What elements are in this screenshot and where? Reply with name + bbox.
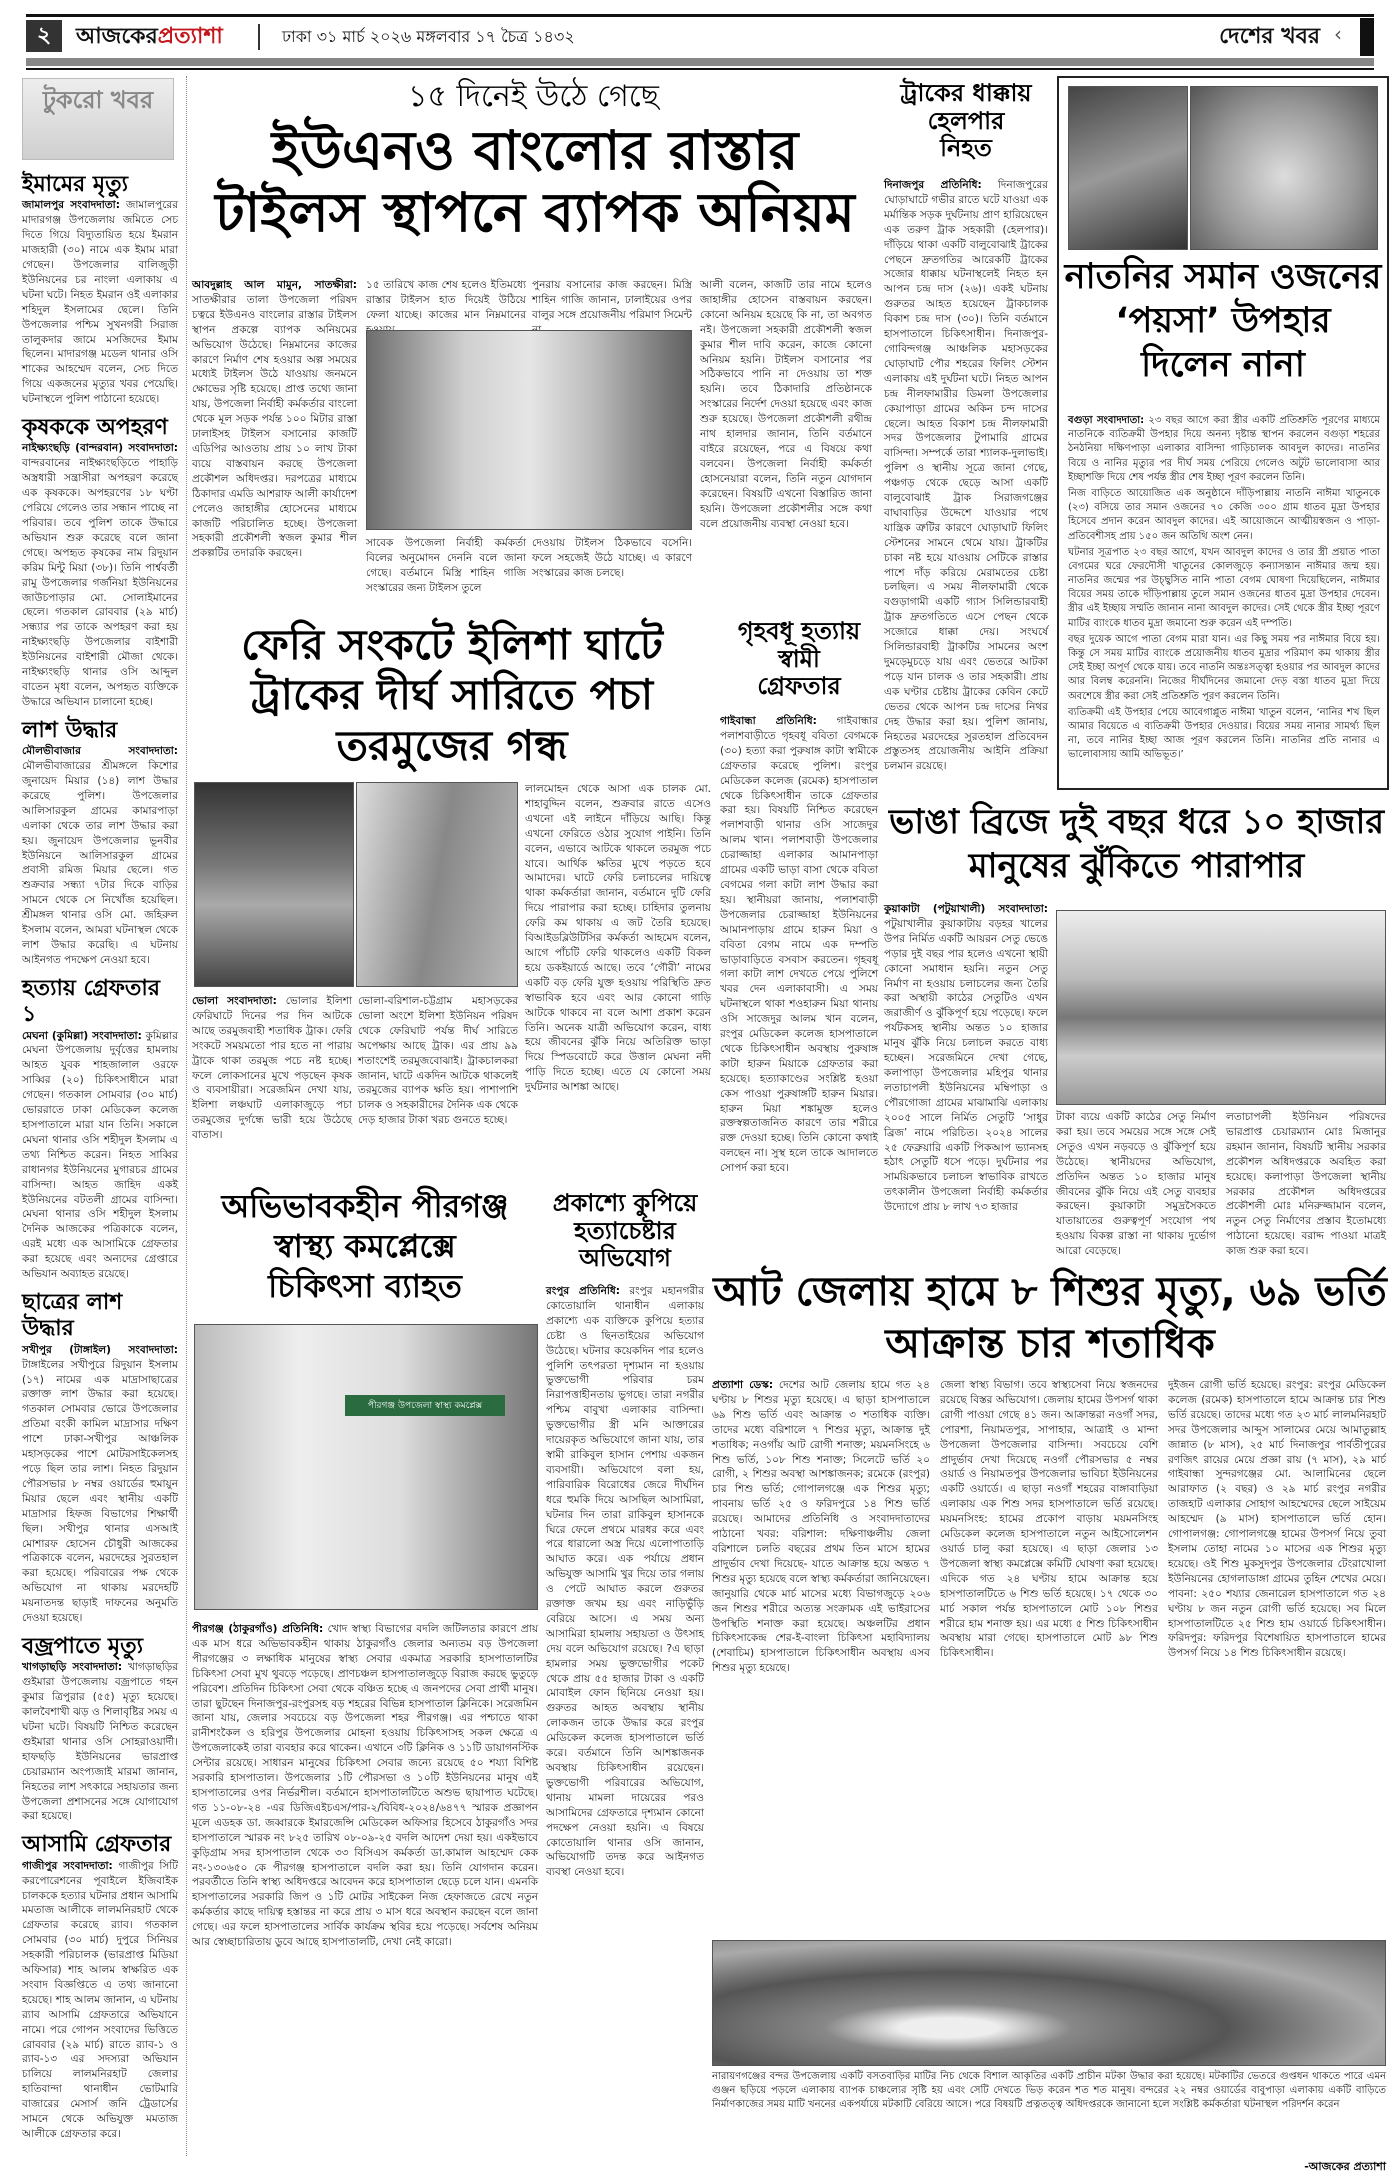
header-rule bbox=[26, 68, 1374, 70]
headline-line: ‘পয়সা’ উপহার bbox=[1115, 300, 1331, 341]
headline-line: স্বাস্থ্য কমপ্লেক্সে bbox=[274, 1227, 456, 1265]
broken-bridge-photo bbox=[1056, 910, 1386, 1105]
wife-murder-headline bbox=[718, 618, 880, 710]
hospital-sign: পীরগঞ্জ উপজেলা স্বাস্থ্য কমপ্লেক্স bbox=[345, 1395, 505, 1416]
story-column: লতাচাপলী ইউনিয়ন পরিষদের ভারপ্রাপ্ত চেয়ারম্যান মোঃ মিজানুর রহমান জানান, বিষয়টি স্থানীয় সরকার প্রকৌশল অধিদপ্তরকে অবহিত করা হয়েছে। কলাপাড়া উপজেলা স্থানীয় সরকার প্রকৌশল অধিদপ্তরের প্রকৌশলী মোঃ মনিরুজ্জামান বলেন, নতুন সেতু নির্মাণের প্রস্তাব ইতোমধ্যে পাঠানো হয়েছে। বরাদ্দ পাওয়া মাত্রই কাজ শুরু করা হবে। bbox=[1226, 1111, 1386, 1258]
headline-line: ভাঙা ব্রিজে দুই বছর ধরে ১০ হাজার bbox=[888, 802, 1385, 842]
byline: আবদুল্লাহ আল মামুন, সাতক্ষীরা: bbox=[192, 279, 357, 291]
paragraph: নিজ বাড়িতে আয়োজিত এক অনুষ্ঠানে দাঁড়িপাল্লায় নাতনি নাঈমা খাতুনকে (২৩) বসিয়ে তার সমান ওজনের ৭০ কেজি ৩০০ গ্রাম ধাতব মুদ্রা উপহার হিসেবে প্রদান করেন আবদুল কাদের। এই আয়োজনে আত্মীয়স্বজন ও পাড়া-প্রতিবেশীসহ প্রায় ১৫০ জন অতিথি অংশ নেন। bbox=[1068, 487, 1380, 542]
byline: ভোলা সংবাদদাতা: bbox=[192, 995, 277, 1007]
byline: সখীপুর (টাঙ্গাইল) সংবাদদাতা: bbox=[22, 1343, 178, 1356]
brief-title: বজ্রপাতে মৃত্যু bbox=[22, 1633, 143, 1659]
issue-date: ঢাকা ৩১ মার্চ ২০২৬ মঙ্গলবার ১৭ চৈত্র ১৪৩২ bbox=[282, 27, 575, 46]
paragraph: ঘটনার সূত্রপাত ২৩ বছর আগে, যখন আবদুল কাদের ও তার স্ত্রী প্রয়াত পাতা বেগমের ঘরে ফেরদৌসী খাতুনের কোলজুড়ে কন্যাসন্তান নাঈমার জন্ম হয়। নাতনির জন্মের পর উচ্ছ্বসিত নানি পাতা বেগম ঘোষণা দিয়েছিলেন, নাঈমার বিয়ের সময় তাকে দাঁড়িপাল্লায় তুলে সমান ওজনের ধাতব মুদ্রা উপহার দেবেন। স্ত্রীর এই ইচ্ছায় সম্মতি জানান নানা আবদুল কাদের। সেই থেকে স্ত্রীর ইচ্ছা পূরণে মাটির ব্যাংকে ধাতব মুদ্রা জমানো শুরু করেন এই দম্পতি। bbox=[1068, 546, 1380, 629]
news-briefs bbox=[22, 164, 178, 2160]
story-text: গাইবান্ধার পলাশবাড়ীতে গৃহবধূ ববিতা বেগমকে (৩০) হত্যা করা পুরুষাঙ্গ কাটা স্বামীকে গ্রেফতার করেছে পুলিশ। রংপুর মেডিকেল কলেজ (রমেক) হাসপাতাল থেকে চিকিৎসাধীন তাকে গ্রেফতার করা হয়। বিষয়টি নিশ্চিত করেছেন পলাশবাড়ী থানার ওসি সাজেদুর আলম খান। পলাশবাড়ী উপজেলার চেরাজ্জাহা এলাকার আমানপাড়া গ্রামের একটি ভাড়া বাসা থেকে ববিতা বেগমের গলা কাটা লাশ উদ্ধার করা হয়। স্থানীয়রা জানায়, পলাশবাড়ী উপজেলার চেরাজ্জাহা ইউনিয়নের আমানপাড়ায় গ্রামে হারুন মিয়া ও ববিতা বেগম নামে এক দম্পতি ভাড়াবাড়িতে বসবাস করতেন। গৃহবধূ গলা কাটা লাশ দেখতে পেয়ে পুলিশে খবর দেন এলাকাবাসী। এ সময় ঘটনাস্থলে থাকা শওহারুন মিয়া থানায় ওসি সাজেদুর আলম খান বলেন, রংপুর মেডিকেল কলেজ হাসপাতালে থেকে চিকিৎসাধীন অবস্থায় পুরুষাঙ্গ কাটা হারুন মিয়াকে গ্রেফতার করা হয়েছে। হত্যাকাণ্ডের সংশ্লিষ্ট হওয়া কেস পাওয়া পুরুষাঙ্গটি হারুন মিয়ার। হারুন মিয়া শঙ্কামুক্ত হলেও রক্তস্বল্পতাজনিত কারণে তার শরীরে রক্ত দেওয়া হচ্ছে। তিনি কোনো কথাই বলছেন না। সুস্থ হলে তাকে আদালতে সোপর্দ করা হবে। bbox=[720, 715, 879, 1175]
lead-headline: ইউএনও বাংলোর রাস্তার টাইলস স্থাপনে ব্যাপক অনিয়ম bbox=[215, 119, 855, 245]
photo-caption: নারায়ণগঞ্জের বন্দর উপজেলায় একটি বসতবাড়ির মাটির নিচ থেকে বিশাল আকৃতির একটি প্রাচীন মটকা উদ্ধার করা হয়েছে। মটকাটির ভেতরে গুপ্তধন থাকতে পারে এমন গুঞ্জন ছড়িয়ে পড়লে এলাকায় ব্যাপক চাঞ্চল্যের সৃষ্টি হয় এবং সেটি দেখতে ভিড় করেন শত শত মানুষ। বন্দরের ২২ নম্বর ওয়ার্ডের বাবুপাড়া এলাকায় একটি বাড়িতে নির্মাণকাজের সময় মাটি খননের একপর্যায়ে মটকাটি বেরিয়ে আসে। পরে বিষয়টি প্রত্নতত্ত্ব অধিদপ্তরকে জানানো হলে সংশ্লিষ্ট কর্মকর্তারা ঘটনাস্থল পরিদর্শন করেন bbox=[712, 2071, 1386, 2111]
byline: কুয়াকাটা (পটুয়াখালী) সংবাদদাতা: bbox=[884, 903, 1048, 915]
hospital-story bbox=[192, 1622, 538, 2142]
story-text: দেশের আট জেলায় হামে গত ২৪ ঘণ্টায় ৮ শিশুর মৃত্যু হয়েছে। এ ছাড়া হাসপাতালে ৬৯ শিশু ভর্তি এবং আক্রান্ত ৩ শতাধিক ব্যক্তি। তাদের মধ্যে বরিশালে ৭ শিশুর মৃত্যু, আক্রান্ত দুই শতাধিক; নওগাঁয় আট রোগী শনাক্ত; ময়মনসিংহে ৬ শিশু ভর্তি, ১০৮ শিশু শনাক্ত; সিলেটে ভর্তি ২০ রোগী, ২ শিশুর অবস্থা আশঙ্কাজনক; রমেকে (রংপুর) চার শিশু ভর্তি; গোপালগঞ্জে এক শিশুর মৃত্যু; পাবনায় ভর্তি ২৫ ও ফরিদপুরে ১৪ শিশু ভর্তি রয়েছে। আমাদের প্রতিনিধি ও সংবাদদাতাদের পাঠানো খবর: বরিশাল: দক্ষিণাঞ্চলীয় জেলা বরিশালে চলতি বছরের প্রথম তিন মাসে হামের প্রাদুর্ভাব দেখা দিয়েছে- যাতে আক্রান্ত হয়ে অন্তত ৭ শিশুর মৃত্যু হয়েছে বলে স্বাস্থ্য কর্মকর্তারা জানিয়েছেন। জানুয়ারি থেকে মার্চ মাসের মধ্যে বিভাগজুড়ে ২০৬ জন শিশুর শরীরে অত্যন্ত সংক্রামক এই ভাইরাসের উপস্থিতি শনাক্ত করা হয়েছে। অঞ্চলটির প্রধান চিকিৎসাকেন্দ্র শের-ই-বাংলা চিকিৎসা মহাবিদ্যালয় (শেবাচিম) হাসপাতালে চিকিৎসাধীন অবস্থায় এসব শিশুর মৃত্যু হয়েছে। bbox=[712, 1379, 930, 1675]
byline: পীরগঞ্জ (ঠাকুরগাঁও) প্রতিনিধি: bbox=[192, 1623, 324, 1635]
brief bbox=[22, 1634, 178, 1824]
story-column: ১৫ তারিখে কাজ শেষ হলেও ইতিমধ্যে রাস্তার টাইলস হাত দিয়েই উঠিয়ে ফেলা যাচ্ছে। কাজের মান নিম্নমানের bbox=[366, 279, 526, 321]
headline-line: হেলপার bbox=[927, 106, 1005, 135]
divider bbox=[258, 24, 260, 50]
story-text: দিনাজপুরের ঘোড়াঘাটে গভীর রাতে ঘটে যাওয়া এক মর্মান্তিক সড়ক দুর্ঘটনায় প্রাণ হারিয়েছেন এক তরুণ ট্রাক সহকারী (হেলপার)। দাঁড়িয়ে থাকা একটি বালুবোঝাই ট্রাকের পেছনে দ্রুতগতির আরেকটি ট্রাকের সজোর ধাক্কায় ঘটনাস্থলেই নিহত হন আপন চন্দ্র দাস (২৬)। একই ঘটনায় গুরুতর আহত হয়েছেন ট্রাকচালক বিকাশ চন্দ্র দাস (৩০)। তিনি বর্তমানে হাসপাতালে চিকিৎসাধীন। দিনাজপুর-গোবিন্দগঞ্জ আঞ্চলিক মহাসড়কের ঘোড়াঘাট পৌর শহরের ফিলিং স্টেশন এলাকায় এই দুর্ঘটনা ঘটে। নিহত আপন চন্দ্র নীলফামারীর ডিমলা উপজেলার কেয়াপাড়া গ্রামের অকিন চন্দ দাসের ছেলে। আহত বিকাশ চন্দ্র নীলফামারী সদর উপজেলার টুপামারি গ্রামের বাসিন্দা। সম্পর্কে তারা শ্যালক-দুলাভাই। পুলিশ ও স্থানীয় সূত্রে জানা গেছে, পঞ্চগড় থেকে ছেড়ে আসা একটি বালুবোঝাই ট্রাক সিরাজগঞ্জের বাঘাবাড়ির উদ্দেশে যাওয়ার পথে যান্ত্রিক ত্রুটির কারণে ঘোড়াঘাট ফিলিং স্টেশনের সামনে থেমে যায়। ট্রাকটির চাকা নষ্ট হয়ে যাওয়ায় সেটিকে রাস্তার পাশে দাঁড় করিয়ে মেরামতের চেষ্টা চলছিল। এ সময় নীলফামারী থেকে বগুড়াগামী একটি গ্যাস সিলিন্ডারবাহী ট্রাক দ্রুতগতিতে এসে পেছন থেকে সজোরে ধাক্কা দেয়। সংঘর্ষে সিলিন্ডারবাহী ট্রাকটির সামনের অংশ দুমড়েমুচড়ে যায় এবং ভেতরে আটকা পড়ে যান চালক ও তার সহকারী। প্রায় এক ঘণ্টার চেষ্টায় ট্রাকের কেবিন কেটে ভেতর থেকে আপন চন্দ্র দাসের নিথর দেহ উদ্ধার করা হয়। পুলিশ জানায়, নিহতের মরদেহের সুরতহাল প্রতিবেদন প্রস্তুতসহ প্রয়োজনীয় আইনি প্রক্রিয়া চলমান রয়েছে। bbox=[884, 179, 1048, 773]
section-marker bbox=[1360, 18, 1374, 56]
hospital-photo bbox=[194, 1324, 538, 1610]
story-column: দুইজন রোগী ভর্তি হয়েছে। রংপুর: রংপুর মেডিকেল কলেজ (রমেক) হাসপাতালে হামে আক্রান্ত চার শিশু ভর্তি রয়েছে। তাদের মধ্যে গত ২৩ মার্চ লালমনিরহাট সদর উপজেলার আব্দুস সালামের মেয়ে আমাতুল্লাহ জান্নাত (৮ মাস), ২৫ মার্চ দিনাজপুর পার্বতীপুরের রণজিৎ রায়ের মেয়ে প্রজ্ঞা রায় (৭ মাস), ২৯ মার্চ গাইবান্ধা সুন্দরগঞ্জের মো. আলামিনের ছেলে আরাফাত (২ বছর) ও ২৯ মার্চ রংপুর নগরীর তাজহাট এলাকার সোহাগ আহম্মেদের ছেলে সাইয়েম আহম্মেদ (৯ মাস) হাসপাতালে ভর্তি হোন। গোপালগঞ্জ: গোপালগঞ্জে হামের উপসর্গ নিয়ে তুবা ইসলাম তোহা নামের ১০ মাসের এক শিশুর মৃত্যু হয়েছে। ওই শিশু মুকসুদপুর উপজেলার টেংরাখোলা ইউনিয়নের হোগলাডাঙ্গা গ্রামের তুহিন শেখের মেয়ে। পাবনা: ২৫০ শয্যার জেনারেল হাসপাতালে গত ২৪ ঘণ্টায় ৮ জন নতুন রোগী ভর্তি হয়েছে। সব মিলে হাসপাতালটিতে ২৫ শিশু হাম ওয়ার্ডে চিকিৎসাধীন। ফরিদপুর: ফরিদপুর বিশেষায়িত হাসপাতালে হামের উপসর্গ নিয়ে ১৪ শিশু চিকিৎসাধীন রয়েছে। bbox=[1168, 1379, 1386, 1660]
byline: গাইবান্ধা প্রতিনিধি: bbox=[720, 715, 817, 727]
measles-headline bbox=[712, 1266, 1388, 1372]
brief-text: মৌলভীবাজারের শ্রীমঙ্গলে কিশোর জুনায়েদ মিয়ার (১৪) লাশ উদ্ধার করেছে পুলিশ। উপজেলার আলিসারকুল গ্রামের কামারপাড়া এলাকা থেকে তার লাশ উদ্ধার করা হয়। জুনায়েদ উপজেলার ভূনবীর ইউনিয়নে আলিসারকুল গ্রামের প্রবাসী রমিজ মিয়ার ছেলে। গত শুক্রবার সন্ধ্যা ৭টার দিকে বাড়ির সামনে থেকে সে নিখোঁজ হয়েছিল। শ্রীমঙ্গল থানার ওসি মো. জহিরুল ইসলাম বলেন, আমরা ঘটনাস্থল থেকে লাশ উদ্ধার করেছি। এ ঘটনায় আইনগত পদক্ষেপ নেওয়া হবে। bbox=[22, 760, 178, 966]
byline: দিনাজপুর প্রতিনিধি: bbox=[884, 179, 982, 191]
brief-text: জামালপুরের মাদারগঞ্জ উপজেলায় জমিতে সেচ দিতে গিয়ে বিদ্যুতায়িত হয়ে ইমরান মাজহারী (৩০) নামে এক ইমাম মারা গেছেন। উপজেলার বালিজুড়ী ইউনিয়নের চর নাংলা এলাকায় এ ঘটনা ঘটে। নিহত ইমরান ওই এলাকার শহিদুল ইসলামের ছেলে। তিনি উপজেলার পশ্চিম সুখনগরী সিরাজ তালুকদার জামে মসজিদের ইমাম ছিলেন। মাদারগঞ্জ মডেল থানার ওসি শাকের আহম্মেদ বলেন, সেচ দিতে গিয়ে একজনের মৃত্যুর খবর পেয়েছি। ঘটনাস্থলে পুলিশ পাঠানো হয়েছে। bbox=[22, 199, 178, 406]
headline-line: নাতনির সমান ওজনের bbox=[1064, 257, 1382, 297]
headline-line: মানুষের ঝুঁকিতে পারাপার bbox=[968, 846, 1305, 887]
headline-line: আট জেলায় হামে ৮ শিশুর মৃত্যু, ৬৯ ভর্তি bbox=[713, 1269, 1387, 1315]
stabbing-headline bbox=[544, 1190, 706, 1280]
story-text: ভোলার ইলিশা ফেরিঘাটে দিনের পর দিন আটকে আছে তরমুজবাহী শতাধিক ট্রাক। ফেরি সংকটে সময়মতো পার হতে না পারায় ট্রাকে থাকা তরমুজ পচে নষ্ট হচ্ছে। ফলে লোকসানের মুখে পড়ছেন কৃষক ও ব্যবসায়ীরা। সরেজমিন দেখা যায়, ইলিশা লঞ্চঘাট এলাকাজুড়ে পচা তরমুজের দুর্গন্ধে ভারী হয়ে উঠেছে বাতাস। bbox=[192, 995, 352, 1142]
story-column bbox=[192, 278, 357, 596]
coins-story bbox=[1068, 414, 1380, 784]
masthead-logo bbox=[76, 18, 246, 56]
header-band bbox=[26, 58, 1374, 66]
headline-line: তরমুজের গন্ধ bbox=[336, 720, 568, 770]
brief-title: ইমামের মৃত্যু bbox=[22, 172, 128, 197]
stabbing-story bbox=[546, 1284, 704, 2142]
story-column: আলী বলেন, কাজটি তার নামে হলেও জাহাঙ্গীর হোসেন বাস্তবায়ন করছেন। কোনো অনিয়ম হয়েছে কি না, তা অবগত নই। উপজেলা সহকারী প্রকৌশলী স্বজল কুমার শীল দাবি করেন, কাজে কোনো অনিয়ম হয়নি। টাইলস বসানোর পর সঠিকভাবে পানি না দেওয়ায় তা শক্ত হয়নি। তবে ঠিকাদারি প্রতিষ্ঠানকে সংস্কারের নির্দেশ দেওয়া হয়েছে এবং কাজ শুরু হয়েছে। উপজেলা প্রকৌশলী রথীন্দ্র নাথ হালদার জানান, তিনি বর্তমানে বাইরে রয়েছেন, পরে এ বিষয়ে কথা বলবেন। উপজেলা নির্বাহী কর্মকর্তা হোসনেয়ারা বলেন, তিনি নতুন যোগদান করেছেন। বিষয়টি এখনো বিস্তারিত জানা হয়নি। উপজেলা প্রকৌশলীর সঙ্গে কথা বলে প্রয়োজনীয় ব্যবস্থা নেওয়া হবে। bbox=[700, 279, 872, 530]
story-column: পুনরায় বসানোর কাজ করছেন। মিস্ত্রি শাহিন গাজি জানান, ঢালাইয়ের ওপর বালুর সঙ্গে প্রয়োজনীয় পরিমাণ সিমেন্ট bbox=[532, 279, 692, 321]
story-column bbox=[884, 902, 1048, 1214]
byline: মৌলভীবাজার সংবাদদাতা: bbox=[22, 745, 178, 758]
truck-story bbox=[884, 178, 1048, 796]
brief-text: বান্দরবানের নাইক্ষ্যংছড়িতে পাহাড়ি অস্ত্রধারী সন্ত্রাসীরা অপহরণ করেছে এক কৃষককে। অপহরণের ১৮ ঘণ্টা পেরিয়ে গেলেও তার সন্ধান পাচ্ছে না পরিবার। তবে পুলিশ তাকে উদ্ধারে অভিযান শুরু করেছে বলে জানা গেছে। অপহৃত কৃষকের নাম রিদুয়ান করিম মিন্টু মিয়া (৩৮)। তিনি পার্শ্ববর্তী রামু উপজেলার গর্জনিয়া ইউনিয়নের জাউচপাড়ার মো. সোলাইমানের ছেলে। গতকাল রোববার (২৯ মার্চ) সন্ধ্যার পর তাকে অপহরণ করা হয় নাইক্ষ্যংছড়ি উপজেলার বাইশারী ইউনিয়নের বাইশারী মৌজা থেকে। নাইক্ষ্যংছড়ি থানার ওসি আব্দুল বাতেন মৃধা বলেন, অপহৃত ব্যক্তিকে উদ্ধারে অভিযান চালানো হচ্ছে। bbox=[22, 457, 178, 708]
headline-line: স্বামী bbox=[778, 644, 820, 673]
headline-line: ফেরি সংকটে ইলিশা ঘাটে bbox=[241, 620, 663, 669]
byline: বগুড়া সংবাদদাতা: bbox=[1068, 415, 1145, 426]
paragraph: ২৩ বছর আগে করা স্ত্রীর একটি প্রতিশ্রুতি পূরণের মাধ্যমে নাতনিকে ব্যতিক্রমী উপহার দিয়ে অনন্য দৃষ্টান্ত স্থাপন করলেন বগুড়া শহরের ঠনঠনিয়া দক্ষিণপাড়া এলাকার বাসিন্দা গাড়িচালক আবদুল কাদের। নাতনির বিয়ে ও নানির মৃত্যুর পর দীর্ঘ সময় পেরিয়ে গেলেও অটুট ভালোবাসা আর ইচ্ছাশক্তি দিয়ে শেষ পর্যন্ত স্ত্রীর শেষ ইচ্ছা পূরণ করলেন তিনি। bbox=[1068, 415, 1380, 483]
chevron-left-icon: ‹ bbox=[1334, 22, 1342, 46]
headline-line: অভিভাবকহীন পীরগঞ্জ bbox=[221, 1187, 509, 1225]
story-text: রংপুর মহানগরীর কোতোয়ালি থানাধীন এলাকায় প্রকাশ্যে এক ব্যক্তিকে কুপিয়ে হত্যার চেষ্টা ও ছিনতাইয়ের অভিযোগ উঠেছে। ঘটনার কয়েকদিন পার হলেও পুলিশি তৎপরতা দৃশ্যমান না হওয়ায় ভুক্তভোগী পরিবার চরম নিরাপত্তাহীনতায় ভুগছে। তারা নগরীর পশ্চিম বাবুখা এলাকার বাসিন্দা। ভুক্তভোগীর স্ত্রী মনি আক্তারের দায়েরকৃত অভিযোগে জানা যায়, তার স্বামী রাকিবুল হাসান পেশায় একজন ব্যবসায়ী। অভিযোগে বলা হয়, পারিবারিক বিরোধের জেরে দীর্ঘদিন ধরে হুমকি দিয়ে আসছিল আসামিরা, ঘটনার দিন তারা রাকিবুল হাসানকে ঘিরে ফেলে প্রথমে মারধর করে এবং পরে ধারালো অস্ত্র দিয়ে এলোপাতাড়ি আঘাত করে। এক পর্যায়ে প্রধান অভিযুক্ত আসামি খুর দিয়ে তার গলায় ও পেটে আঘাত করলে গুরুতর রক্তাক্ত জখম হয় এবং নাড়িভুঁড়ি বেরিয়ে আসে। এ সময় অন্য আসামিরা হামলায় সহায়তা ও উৎসাহ দেয় বলে অভিযোগ রয়েছে। ?এ ছাড়া হামলার সময় ভুক্তভোগীর পকেট থেকে প্রায় ৫৫ হাজার টাকা ও একটি মোবাইল ফোন ছিনিয়ে নেওয়া হয়। গুরুতর আহত অবস্থায় স্থানীয় লোকজন তাকে উদ্ধার করে রংপুর মেডিকেল কলেজ হাসপাতালে ভর্তি করে। বর্তমানে তিনি আশঙ্কাজনক অবস্থায় চিকিৎসাধীন রয়েছেন। ভুক্তভোগী পরিবারের অভিযোগ, থানায় মামলা দায়েরের পরও আসামিদের গ্রেফতারে দৃশ্যমান কোনো পদক্ষেপ নেওয়া হয়নি। এ বিষয়ে কোতোয়ালি থানার ওসি জানান, অভিযোগটি তদন্ত করে আইনগত ব্যবস্থা নেওয়া হবে। bbox=[546, 1285, 705, 1879]
brief-text: গাজীপুর সিটি করপোরেশনের পূবাইলে ইজিবাইক চালককে হত্যার ঘটনার প্রধান আসামি মমতাজ আলীকে লালমনিরহাট থেকে গ্রেফতার করেছে র‍্যাব। গতকাল সোমবার (৩০ মার্চ) দুপুরে সিনিয়র সহকারী পরিচালক (ভারপ্রাপ্ত মিডিয়া অফিসার) শাহ আলম স্বাক্ষরিত এক সংবাদ বিজ্ঞপ্তিতে এ তথ্য জানানো হয়েছে। শাহ আলম জানান, এ ঘটনায় র‍্যাব আসামি গ্রেফতারে অভিযানে নামে। পরে গোপন সংবাদের ভিত্তিতে রোববার (২৯ মার্চ) রাতে র‍্যাব-১ ও র‍্যাব-১৩ এর সদস্যরা অভিযান চালিয়ে লালমনিরহাট জেলার হাতিবান্দা থানাধীন ভোটমারি বাজারের মেসার্স জনি ট্রেডার্সের সামনে থেকে অভিযুক্ত মমতাজ আলীকে গ্রেফতার করে। bbox=[22, 1859, 178, 2141]
headline-line: অভিযোগ bbox=[579, 1244, 671, 1273]
brief-title: হত্যায় গ্রেফতার ১ bbox=[22, 975, 160, 1028]
headline-line: নিহত bbox=[940, 134, 992, 163]
coins-headline bbox=[1062, 256, 1384, 410]
story-column bbox=[712, 1378, 930, 1932]
headline-line: দিলেন নানা bbox=[1141, 344, 1305, 385]
kicker: ১৫ দিনেই উঠে গেছে bbox=[408, 79, 659, 114]
hospital-headline bbox=[192, 1186, 538, 1318]
story-column: সাবেক উপজেলা নির্বাহী কর্মকর্তা বিলের অনুমোদন দেননি বলে জানা গেছে। বর্তমানে মিস্ত্রি শাহিন গাজি সংস্কারের জন্য টাইলস তুলে bbox=[366, 537, 526, 594]
headline-line: আক্রান্ত চার শতাধিক bbox=[885, 1321, 1215, 1367]
byline: প্রত্যাশা ডেস্ক: bbox=[712, 1379, 774, 1391]
truck-headline bbox=[882, 80, 1050, 174]
brief bbox=[22, 415, 178, 710]
headline-line: হত্যাচেষ্টার bbox=[574, 1216, 676, 1245]
story-text: খোদ স্বাস্থ্য বিভাগের বদলি জটিলতার কারণে প্রায় এক মাস ধরে অভিভাবকহীন থাকায় ঠাকুরগাঁও জেলার অন্যতম বড় উপজেলা পীরগঞ্জের ৩ লক্ষাধিক মানুষের স্বাস্থ্য সেবার একমাত্র সরকারি হাসপাতালটির চিকিৎসা সেবা মুখ থুবড়ে পড়েছে। প্রাণচঞ্চল হাসপাতালজুড়ে বিরাজ করছে ভুতুড়ে পরিবেশ। প্রতিদিন চিকিৎসা সেবা থেকে বঞ্চিত হচ্ছে এ জনপদের সেবা প্রার্থী মানুষ। তারা ছুটছেন দিনাজপুর-রংপুরসহ বড় শহরের বিভিন্ন হাসপাতাল ক্লিনিকে। সরেজমিন জানা যায়, জেলার সবচেয়ে বড় উপজেলা শহর পীরগঞ্জ। এর পশ্চাতে থাকা রানীশংকৈল ও হরিপুর উপজেলার মোহনা হওয়ায় চিকিৎসাসহ সকল ক্ষেত্রে এ উপজেলাকেই তারা ব্যবহার করে থাকেন। এখানে ৩টি ক্লিনিক ও ১১টি ডায়াগনস্টিক সেন্টার রয়েছে। সাধারন মানুষের চিকিৎসা সেবার জন্যে রয়েছে ৫০ শয্যা বিশিষ্ট সরকারি হাসপাতাল। উপজেলার ১টি পৌরসভা ও ১০টি ইউনিয়নের মানুষ এই হাসপাতালের ওপর নির্ভরশীল। বর্তমানে হাসপাতালটিতে অশুভ ছায়াপাত ঘটেছে। গত ১১-০৮-২৪ -এর ডিজিএইচএস/পার-২/বিবিধ-২০২৪/৬৪৭৭ স্মারক প্রজ্ঞাপন মূলে এডহক ডা. জব্বারকে ইমারজেন্সি মেডিকেল অফিসার হিসেবে ঠাকুরগাঁও সদর হাসপাতালে স্মারক নং ৮২৫ তারিখ ০৮-০৯-২৫ বদলি আদেশ দেয়া হয়। একইভাবে কুড়িগ্রাম সদর হাসপাতাল থেকে ৩৩ বিসিএস কর্মকর্তা ডা.কামাল আহম্মেদ কেক নং-১৩০৬৫০ কে পীরগঞ্জ হাসপাতালে বদলি করা হয়। তিনি যোগদান করেন। পরবর্তীতে তিনি স্বাস্থ্য অধিদপ্তরে আবেদন করে হাসপাতাল ছেড়ে চলে যান। এমনকি হাসপাতালের সরকারি জিপ ও ১টি মোটর সাইকেল নিজ হেফাজতে রেখে নতুন কর্মকর্তার কাছে দায়িত্ব হস্তান্তর না করে প্রায় ৩ মাস ধরে অবস্থান করছেন বলে জানা গেছে। এর ফলে হাসপাতালের সার্বিক কার্যক্রম স্থবির হয়ে পড়েছে। সর্বশেষ অনিয়ম আর স্বেচ্ছাচারিতায় ডুবে আছে হাসপাতালটি, দেখা নেই কারো। bbox=[192, 1623, 538, 1949]
brief bbox=[22, 1832, 178, 2142]
byline: রংপুর প্রতিনিধি: bbox=[546, 1285, 620, 1297]
headline-line: চিকিৎসা ব্যাহত bbox=[268, 1267, 462, 1305]
paragraph: ব্যতিক্রমী এই উপহার পেয়ে আবেগাপ্লুত নাঈমা খাতুন বলেন, ‘নানির শখ ছিল আমার বিয়েতে এ ব্যতিক্রমী উপহার দেওয়ার। বিয়ের সময় নানার সামর্থ্য ছিল না, তবে নানির ইচ্ছা আজ পূরণ করলেন তিনি। নাতনির প্রতি নানার এ ভালোবাসায় আমি অভিভূত।’ bbox=[1068, 706, 1380, 761]
brief-title: লাশ উদ্ধার bbox=[22, 717, 118, 743]
headline-line: প্রকাশ্যে কুপিয়ে bbox=[552, 1189, 698, 1217]
top-rule bbox=[26, 14, 1374, 17]
brief-text: কুমিল্লার মেঘনা উপজেলায় দুর্বৃত্তের হামলায় আহত যুবক শাহজালাল ওরফে সাব্বির (২০) চিকিৎসাধীনে মারা গেছেন। গতকাল সোমবার (৩০ মার্চ) ভোররাতে ঢাকা মেডিকেল কলেজ হাসপাতালে মারা যান তিনি। সকালে মেঘনা থানার ওসি শহীদুল ইসলাম এ তথ্য নিশ্চিত করেন। নিহত সাব্বির রাধানগর ইউনিয়নের মুগারচর গ্রামের বাসিন্দা। আহত জাহিদ একই ইউনিয়নের বটতলী গ্রামের বাসিন্দা। মেঘনা থানার ওসি শহীদুল ইসলাম দৈনিক আজকের পত্রিকাকে বলেন, এরই মধ্যে এক আসামিকে গ্রেফতার করা হয়েছে এবং অন্যদের গ্রেপ্তারে অভিযান অব্যাহত রয়েছে। bbox=[22, 1029, 178, 1281]
brief-title: কৃষককে অপহরণ bbox=[22, 415, 168, 441]
logo-text: আজকের bbox=[76, 24, 158, 49]
bridge-headline bbox=[884, 800, 1389, 896]
tukro-khobor-logo: টুকরো খবর bbox=[22, 78, 174, 160]
brief bbox=[22, 1290, 178, 1626]
story-column: টাকা ব্যয়ে একটি কাঠের সেতু নির্মাণ করা হয়। তবে সময়ের সঙ্গে সঙ্গে সেই সেতুও এখন নড়বড়ে ও ঝুঁকিপূর্ণ হয়ে উঠেছে। স্থানীয়দের অভিযোগ, প্রতিদিন অন্তত ১০ হাজার মানুষ জীবনের ঝুঁকি নিয়ে এই সেতু ব্যবহার করছেন। কুয়াকাটা সমুদ্রসৈকতে যাতায়াতের গুরুত্বপূর্ণ সংযোগ পথ হওয়ায় বিকল্প রাস্তা না থাকায় দুর্ভোগ আরো বেড়েছে। bbox=[1056, 1111, 1216, 1258]
headline-line: গ্রেফতার bbox=[757, 672, 841, 701]
page-number: ২ bbox=[26, 20, 62, 52]
byline: নাইক্ষ্যংছড়ি (বান্দরবান) সংবাদদাতা: bbox=[22, 442, 178, 455]
byline: মেঘনা (কুমিল্লা) সংবাদদাতা: bbox=[22, 1029, 142, 1042]
story-text: পটুয়াখালীর কুয়াকাটায় বড়হর খালের উপর নির্মিত একটি আয়রন সেতু ভেঙে পড়ার দুই বছর পার হলেও এখনো স্থায়ী কোনো সমাধান হয়নি। নতুন সেতু নির্মাণ না হওয়ায় চলাচলের জন্য তৈরি করা অস্থায়ী কাঠের সেতুটিও এখন জরাজীর্ণ ও ঝুঁকিপূর্ণ হয়ে পড়েছে। ফলে পর্যটকসহ স্থানীয় অন্তত ১০ হাজার মানুষ ঝুঁকি নিয়ে চলাচল করতে বাধ্য হচ্ছেন। সরেজমিনে দেখা গেছে, কলাপাড়া উপজেলার মহিপুর থানার লতাচাপলী ইউনিয়নের মম্বিপাড়া ও পৌরগোজা গ্রামের মাঝামাঝি এলাকায় ২০০৫ সালে নির্মিত সেতুটি ‘সাধুর ব্রিজ’ নামে পরিচিত। ২০২৪ সালের ২৫ ফেব্রুয়ারি একটি পিকআপ ভ্যানসহ হঠাৎ সেতুটি ধসে পড়ে। দুর্ঘটনার পর সাময়িকভাবে চলাচল স্বাভাবিক রাখতে তৎকালীন উপজেলা নির্বাহী কর্মকর্তার উদ্যোগে প্রায় ৮ লাখ ৭৩ হাজার bbox=[884, 917, 1048, 1214]
story-column: লালমোহন থেকে আসা এক চালক মো. শাহাবুদ্দিন বলেন, শুক্রবার রাতে এসেও এখনো এই লাইনে দাঁড়িয়ে আছি। কিন্তু এখনো ফেরিতে ওঠার সুযোগ পাইনি। তিনি বলেন, এভাবে আটকে থাকলে তরমুজ পচে যাবে। আর্থিক ক্ষতির মুখে পড়তে হবে আমাদের। ঘাটে ফেরি চলাচলের দায়িত্বে থাকা কর্মকর্তারা জানান, বর্তমানে দুটি ফেরি দিয়ে পারাপার করা হচ্ছে। চাহিদার তুলনায় ফেরি কম থাকায় এ জট তৈরি হয়েছে। বিআইডব্লিউটিসির কর্মকর্তা আহমেদ বলেন, আগে পাঁচটি ফেরি থাকলেও একটি বিকল হয়ে ডকইয়ার্ডে আছে। তবে ‘গৌরী’ নামের একটি বড় ফেরি যুক্ত হওয়ায় পরিস্থিতি দ্রুত স্বাভাবিক হবে এবং আর কোনো গাড়ি আটকে থাকবে না বলে আশা প্রকাশ করেন তিনি। অনেক যাত্রী অভিযোগ করেন, বাধ্য হয়ে জীবনের ঝুঁকি নিয়ে অতিরিক্ত ভাড়া দিয়ে স্পিডবোটে করে উত্তাল মেঘনা নদী পাড়ি দিতে হচ্ছে। এতে যে কোনো সময় দুর্ঘটনার আশঙ্কা আছে। bbox=[525, 783, 711, 1094]
photo-credit: -আজকের প্রত্যাশা bbox=[1186, 2160, 1386, 2176]
ferry-headline bbox=[192, 620, 712, 776]
brief-title: ছাত্রের লাশ উদ্ধার bbox=[22, 1289, 123, 1342]
section-title: দেশের খবর bbox=[1219, 24, 1320, 49]
brief bbox=[22, 172, 178, 407]
byline: খাগড়াছড়ি সংবাদদাতা: bbox=[22, 1661, 123, 1674]
story-column: জেলা স্বাস্থ্য বিভাগ। তবে স্বাস্থ্যসেবা নিয়ে স্বজনদের রয়েছে বিস্তর অভিযোগ। জেলায় হামের উপসর্গ থাকা রোগী পাওয়া গেছে ৪১ জন। আক্রান্তরা নওগাঁ সদর, পোরশা, নিয়ামতপুর, সাপাহার, আত্রাই ও মান্দা উপজেলা উপজেলার বাসিন্দা। সবচেয়ে বেশি প্রাদুর্ভাব দেখা দিয়েছে নওগাঁ পৌরসভার ৫ নম্বর ওয়ার্ড ও নিয়ামতপুর উপজেলার ভাবিচা ইউনিয়নের একটি ওয়ার্ডে। এ ছাড়া নওগাঁ শহরের বাঙ্গাবাড়িয়া এলাকায় এক শিশু সদর হাসপাতালে ভর্তি রয়েছে। ময়মনসিংহ: হামের প্রকোপ বাড়ায় ময়মনসিংহ মেডিকেল কলেজ হাসপাতালে নতুন আইসোলেশন ওয়ার্ড চালু করা হয়েছে। এ ছাড়া জেলার ১৩ উপজেলা স্বাস্থ্য কমপ্লেক্সে কমিটি ঘোষণা করা হয়েছে। এদিকে গত ২৪ ঘণ্টায় হামে আক্রান্ত হয়ে হাসপাতালটিতে ৬ শিশু ভর্তি হয়েছে। ১৭ থেকে ৩০ মার্চ সকাল পর্যন্ত হাসপাতালে মোট ১০৮ শিশুর শরীরে হাম শনাক্ত হয়। এর মধ্যে ৫ শিশু চিকিৎসাধীন অবস্থায় মারা গেছে। হাসপাতালে মোট ৯৮ শিশু চিকিৎসাধীন। bbox=[940, 1379, 1158, 1660]
ferry-photo-queue bbox=[356, 782, 518, 987]
byline: জামালপুর সংবাদদাতা: bbox=[22, 199, 120, 212]
coins-photo-bride bbox=[1068, 86, 1188, 250]
byline: গাজীপুর সংবাদদাতা: bbox=[22, 1859, 113, 1872]
story-column: দেওয়ায় টাইলস ঠিকভাবে বসেনি। ফলে সহজেই উঠে যাচ্ছে। এ কারণে সংস্কারের কাজ চলছে। bbox=[532, 537, 692, 579]
brief bbox=[22, 718, 178, 968]
headline-line: ট্রাকের দীর্ঘ সারিতে পচা bbox=[250, 670, 654, 720]
pot-excavation-photo bbox=[712, 1940, 1386, 2066]
story-column bbox=[192, 994, 352, 1142]
wife-murder-story bbox=[720, 714, 878, 1174]
headline-line: ট্রাকের ধাক্কায় bbox=[900, 79, 1032, 107]
headline-line: গৃহবধূ হত্যায় bbox=[737, 617, 861, 645]
story-column: ভোলা-বরিশাল-চট্টগ্রাম মহাসড়কের ভোলা অংশে ইলিশা ইউনিয়ন পরিষদ থেকে ফেরিঘাট পর্যন্ত দীর্ঘ সারিতে অপেক্ষায় আছে ট্রাক। এর প্রায় ৯৯ শতাংশেই তরমুজবোঝাই। ট্রাকচালকরা জানান, ঘাটে একদিন আটকে থাকলেই তরমুজের ব্যাপক ক্ষতি হয়। পাশাপাশি চালক ও সহকারীদের দৈনিক এক থেকে দেড় হাজার টাকা খরচ গুনতে হচ্ছে। bbox=[358, 995, 518, 1127]
ferry-photo-truck bbox=[194, 782, 354, 987]
brief-text: টাঙ্গাইলের সখীপুরে রিদুয়ান ইসলাম (১৭) নামের এক মাদ্রাসাছাত্রের রক্তাক্ত লাশ উদ্ধার করা হয়েছে। গতকাল সোমবার ভোরে উপজেলার প্রতিমা বংকী কামিল মাদ্রাসার দক্ষিণ পাশে ঢাকা-সখীপুর আঞ্চলিক মহাসড়কের পাশে মোটরসাইকেলসহ পড়ে ছিল তার লাশ। নিহত রিদুয়ান পৌরসভার ৮ নম্বর ওয়ার্ডের হুমায়ুন মিয়ার ছেলে এবং স্থানীয় একটি মাদ্রাসার হিফজ বিভাগের শিক্ষার্থী ছিল। সখীপুর থানার এসআই মোশারফ হোসেন চৌধুরী আজকের পত্রিকাকে বলেন, মরদেহের সুরতহাল করা হয়েছে। পরিবারের পক্ষ থেকে অভিযোগ না থাকায় মরদেহটি ময়নাতদন্ত ছাড়াই দাফনের অনুমতি দেওয়া হয়েছে। bbox=[22, 1358, 178, 1625]
brief-title: আসামি গ্রেফতার bbox=[22, 1832, 172, 1858]
brief-text: খাগড়াছড়ির গুইমারা উপজেলায় বজ্রপাতে গহন কুমার ত্রিপুরার (৫৫) মৃত্যু হয়েছে। কালবৈশাখী ঝড় ও শিলাবৃষ্টির সময় এ ঘটনা ঘটে। বিষয়টি নিশ্চিত করেছেন গুইমারা থানার ওসি সোহরাওয়ার্দী। হাফছড়ি ইউনিয়নের ভারপ্রাপ্ত চেয়ারম্যান অংপ্যজাই মারমা জানান, নিহতের লাশ সৎকারে সহায়তার জন্য উপজেলা প্রশাসনের সঙ্গে যোগাযোগ করা হয়েছে। bbox=[22, 1661, 178, 1823]
coins-photo-scale bbox=[1190, 86, 1378, 250]
column-divider bbox=[186, 76, 187, 2156]
brief bbox=[22, 976, 178, 1282]
paragraph: বছর দুয়েক আগে পাতা বেগম মারা যান। এর কিছু সময় পর নাঈমার বিয়ে হয়। কিন্তু সে সময় মাটির ব্যাংকে প্রয়োজনীয় ধাতব মুদ্রার পরিমাণ কম থাকায় স্ত্রীর সেই ইচ্ছা অপূর্ণ থেকে যায়। তবে নাতনি অন্তঃসত্ত্বা হওয়ার পর আবদুল কাদের আর বিলম্ব করেননি। নিজের দীর্ঘদিনের জমানো দেড় বস্তা ধাতব মুদ্রা দিয়ে অবশেষে স্ত্রীর করা সেই প্রতিশ্রুতি পূরণ করলেন তিনি। bbox=[1068, 633, 1380, 702]
logo-text-accent: প্রত্যাশা bbox=[157, 24, 223, 49]
tiles-photo bbox=[366, 330, 692, 530]
story-text: সাতক্ষীরার তালা উপজেলা পরিষদ চত্বরে ইউএনও বাংলোর রাস্তার টাইলস স্থাপন প্রকল্পে ব্যাপক অনিয়মের অভিযোগ উঠেছে। নিম্নমানের কাজের কারণে নির্মাণ শেষ হওয়ার অল্প সময়ের মধ্যেই টাইলস উঠে যাওয়ায় জনমনে ক্ষোভের সৃষ্টি হয়েছে। প্রাপ্ত তথ্যে জানা যায়, উপজেলা নির্বাহী কর্মকর্তার বাংলো থেকে মূল সড়ক পর্যন্ত ১০০ মিটার রাস্তা ঢালাইসহ টাইলস বসানোর কাজটি এডিপির আওতায় প্রায় ১০ লাখ টাকা ব্যয়ে বাস্তবায়ন করছে উপজেলা প্রকৌশল অধিদপ্তর। দরপত্রের মাধ্যমে ঠিকাদার এমডি আশরাফ আলী কার্যাদেশ পেলেও জাহাঙ্গীর হোসেনের মাধ্যমে কাজটি পরিচালিত হচ্ছে। উপজেলা সহকারী প্রকৌশলী স্বজল কুমার শীল প্রকল্পটির তদারকি করছেন। bbox=[192, 293, 357, 560]
